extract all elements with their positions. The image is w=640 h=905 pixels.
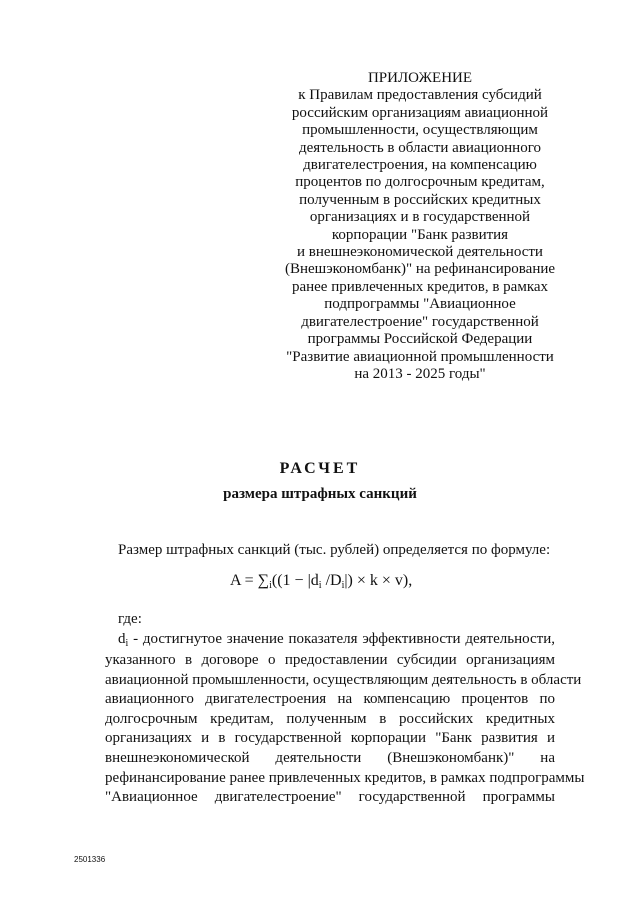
definition-line: долгосрочным кредитам, полученным в российских кредитных bbox=[105, 710, 555, 727]
penalty-formula bbox=[230, 572, 412, 591]
appendix-line: полученным в российских кредитных bbox=[299, 191, 541, 208]
formula-sum-index: i bbox=[269, 580, 272, 591]
appendix-line: программы Российской Федерации bbox=[307, 331, 533, 348]
definition-first-line bbox=[118, 630, 555, 653]
formula-part: |) × k × v), bbox=[344, 572, 413, 589]
definition-line: авиационной промышленности, осуществляющим деятельность в области bbox=[105, 671, 582, 688]
appendix-heading: ПРИЛОЖЕНИЕ bbox=[367, 70, 473, 86]
appendix-line: на 2013 - 2025 годы" bbox=[354, 365, 486, 382]
formula-part: /D bbox=[321, 572, 342, 589]
document-subtitle: размера штрафных санкций bbox=[223, 486, 417, 502]
appendix-line: процентов по долгосрочным кредитам, bbox=[295, 174, 545, 191]
appendix-line: двигателестроение" государственной bbox=[301, 313, 539, 330]
appendix-line: "Развитие авиационной промышленности bbox=[286, 348, 554, 365]
formula-lhs: A = ∑ bbox=[230, 572, 270, 589]
definition-symbol-index: i bbox=[125, 638, 129, 649]
appendix-line: промышленности, осуществляющим bbox=[302, 122, 538, 139]
appendix-line: к Правилам предоставления субсидий bbox=[298, 87, 542, 104]
definition-line: внешнеэкономической деятельности (Внешэкономбанк)" на bbox=[105, 749, 555, 766]
formula-part: ((1 − |d bbox=[271, 572, 319, 589]
appendix-block bbox=[270, 70, 570, 383]
appendix-line: корпорации "Банк развития bbox=[331, 226, 509, 243]
appendix-line: российским организациям авиационной bbox=[291, 104, 549, 121]
formula-d-index: i bbox=[318, 580, 322, 591]
definition-line: указанного в договоре о предоставлении субсидии организациям bbox=[105, 652, 555, 668]
definition-body bbox=[105, 651, 585, 808]
document-title: РАСЧЕТ bbox=[279, 460, 361, 477]
definition-line: организациях и в государственной корпорации "Банк развития и bbox=[105, 730, 555, 747]
definition-line: "Авиационное двигателестроение" государственной программы bbox=[105, 789, 555, 806]
definition-text: - достигнутое значение показателя эффективности деятельности, bbox=[128, 631, 555, 647]
appendix-line: двигателестроения, на компенсацию bbox=[303, 157, 537, 174]
document-number: 2501336 bbox=[74, 855, 106, 864]
appendix-line: деятельность в области авиационного bbox=[299, 139, 541, 156]
appendix-line: организациях и в государственной bbox=[309, 209, 531, 226]
where-label: где: bbox=[118, 611, 142, 627]
definition-symbol: d bbox=[118, 631, 126, 647]
definition-line: авиационного двигателестроения на компенсацию процентов по bbox=[105, 691, 555, 708]
appendix-line: (Внешэкономбанк)" на рефинансирование bbox=[284, 261, 556, 278]
appendix-line: ранее привлеченных кредитов, в рамках bbox=[291, 278, 549, 295]
formula-D-index: i bbox=[341, 580, 345, 591]
definition-line: рефинансирование ранее привлеченных кредитов, в рамках подпрограммы bbox=[105, 769, 585, 786]
appendix-line: и внешнеэкономической деятельности bbox=[297, 244, 543, 261]
appendix-line: подпрограммы "Авиационное bbox=[324, 296, 516, 313]
intro-text: Размер штрафных санкций (тыс. рублей) определяется по формуле: bbox=[118, 542, 551, 558]
